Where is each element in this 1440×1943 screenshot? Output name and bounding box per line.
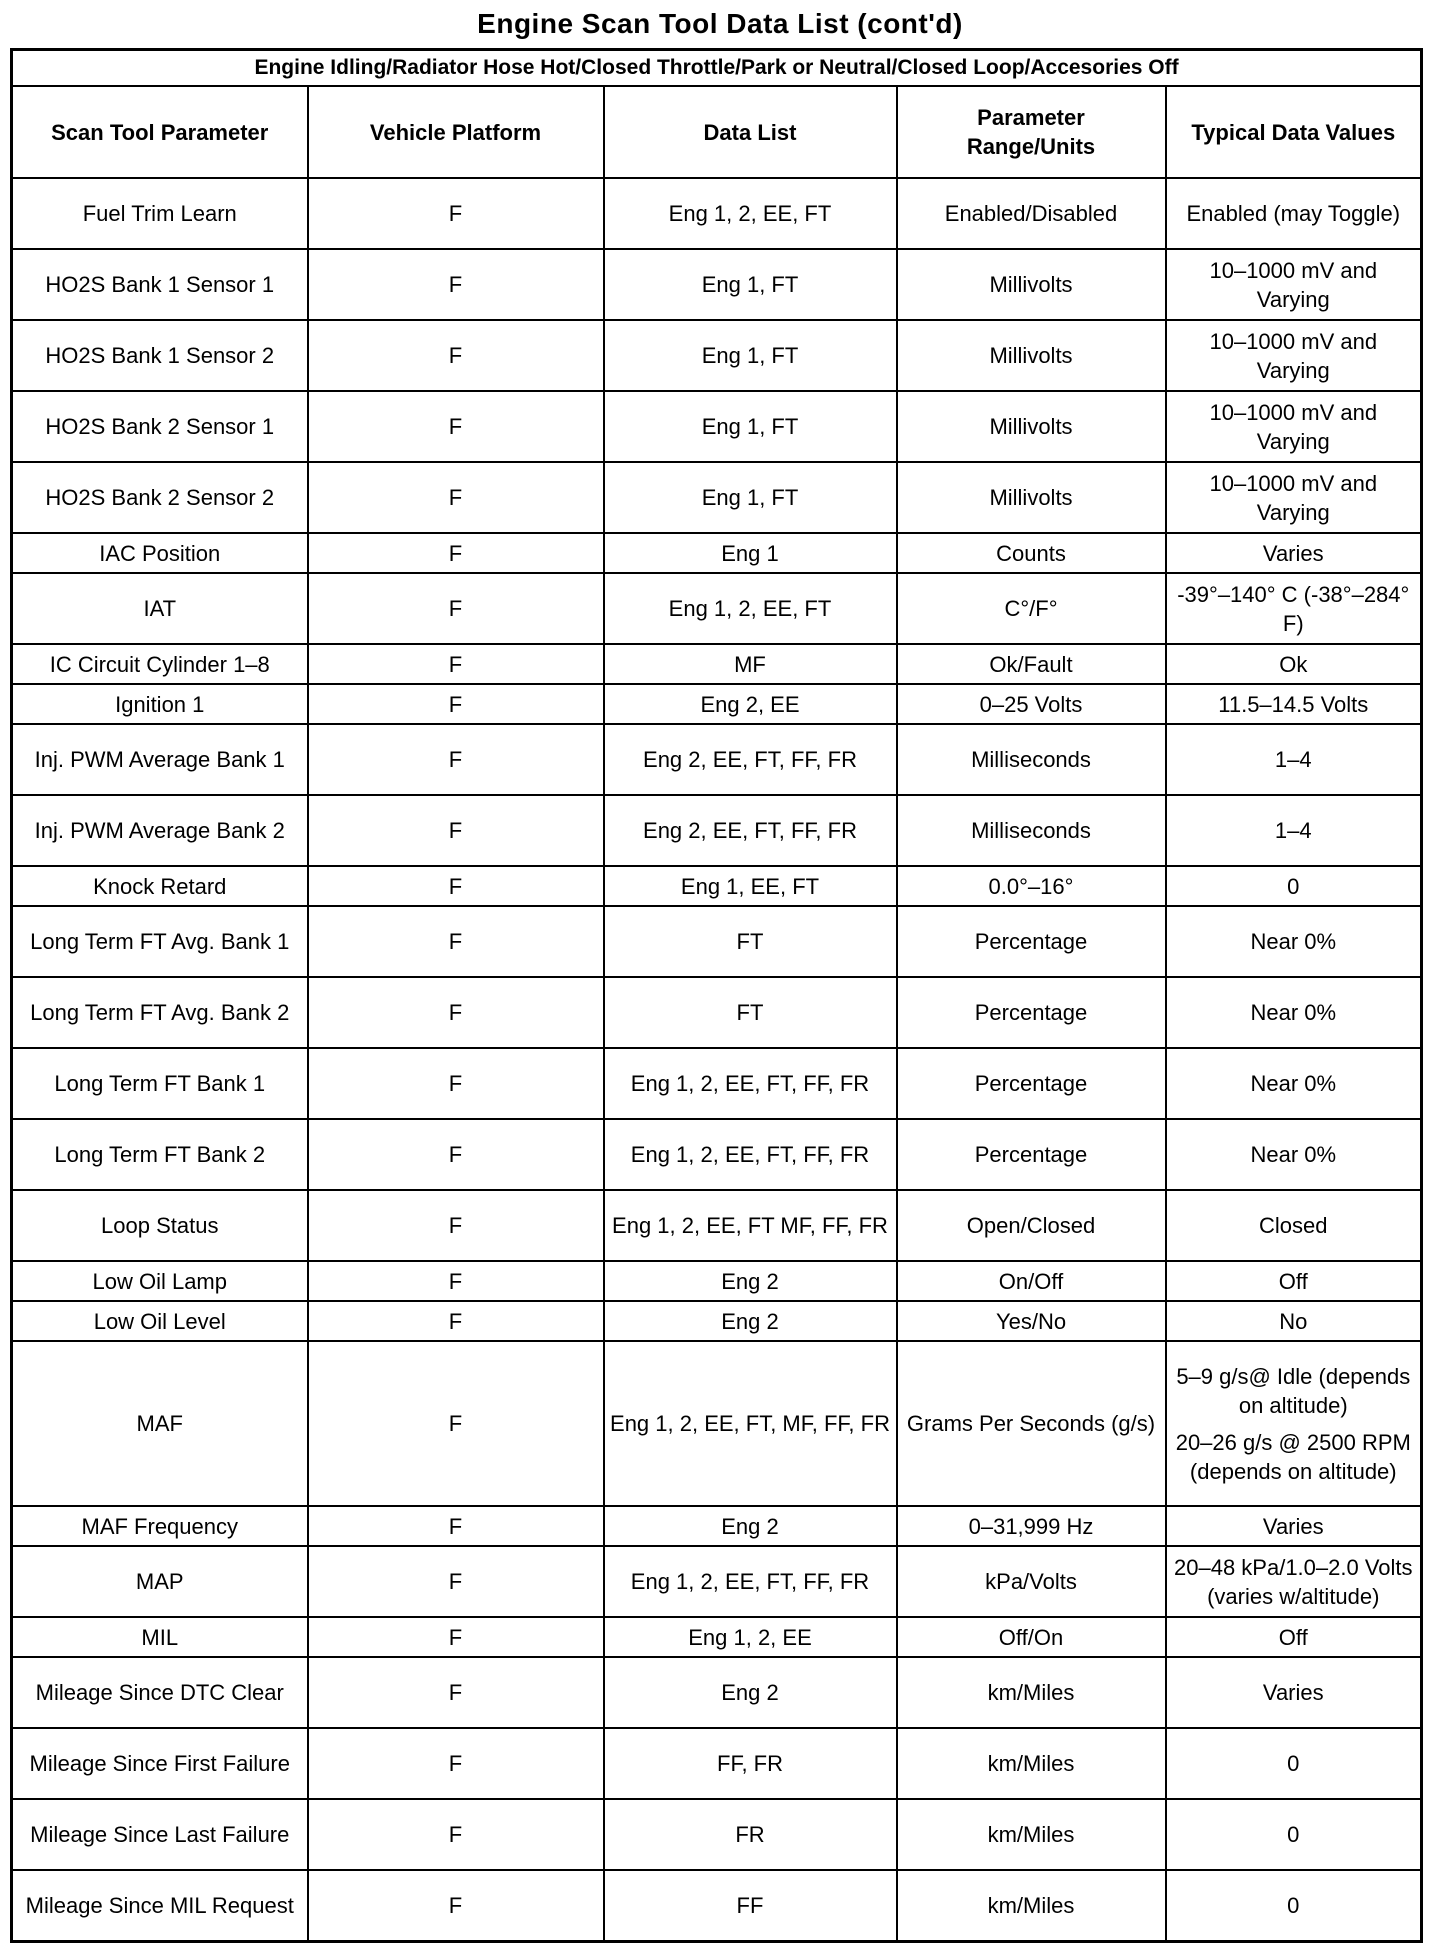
cell-platform: F xyxy=(308,1341,604,1506)
cell-data-list: Eng 1, 2, EE, FT, FF, FR xyxy=(604,1546,897,1617)
cell-data-list: FF xyxy=(604,1870,897,1941)
cell-parameter: Low Oil Lamp xyxy=(12,1261,308,1301)
cell-typical: Off xyxy=(1166,1617,1422,1657)
cell-platform: F xyxy=(308,391,604,462)
cell-platform: F xyxy=(308,1119,604,1190)
cell-parameter: Fuel Trim Learn xyxy=(12,178,308,249)
cell-data-list: Eng 1, 2, EE xyxy=(604,1617,897,1657)
cell-parameter: HO2S Bank 1 Sensor 1 xyxy=(12,249,308,320)
cell-typical: 1–4 xyxy=(1166,724,1422,795)
table-row xyxy=(12,1190,1422,1261)
table-row xyxy=(12,795,1422,866)
cell-parameter: IC Circuit Cylinder 1–8 xyxy=(12,644,308,684)
table-row xyxy=(12,178,1422,249)
table-row xyxy=(12,249,1422,320)
typical-value-line: 20–26 g/s @ 2500 RPM (depends on altitude) xyxy=(1175,1429,1411,1484)
cell-parameter: Knock Retard xyxy=(12,866,308,906)
cell-typical: 10–1000 mV and Varying xyxy=(1166,391,1422,462)
table-row xyxy=(12,906,1422,977)
cell-range: Enabled/Disabled xyxy=(897,178,1166,249)
cell-data-list: Eng 1, FT xyxy=(604,462,897,533)
table-row xyxy=(12,1261,1422,1301)
cell-range: Yes/No xyxy=(897,1301,1166,1341)
cell-range: Millivolts xyxy=(897,320,1166,391)
cell-data-list: FT xyxy=(604,906,897,977)
cell-parameter: Inj. PWM Average Bank 1 xyxy=(12,724,308,795)
cell-range: km/Miles xyxy=(897,1799,1166,1870)
cell-range: Millivolts xyxy=(897,249,1166,320)
cell-range: Ok/Fault xyxy=(897,644,1166,684)
cell-typical: 0 xyxy=(1166,1870,1422,1941)
cell-parameter: Low Oil Level xyxy=(12,1301,308,1341)
column-header-range: Parameter Range/Units xyxy=(897,86,1166,178)
table-row xyxy=(12,573,1422,644)
typical-value-line: 5–9 g/s@ Idle (depends on altitude) xyxy=(1176,1363,1411,1418)
cell-platform: F xyxy=(308,1799,604,1870)
cell-parameter: Long Term FT Avg. Bank 1 xyxy=(12,906,308,977)
cell-parameter: Mileage Since First Failure xyxy=(12,1728,308,1799)
cell-typical: Near 0% xyxy=(1166,906,1422,977)
cell-range: Percentage xyxy=(897,1048,1166,1119)
cell-platform: F xyxy=(308,866,604,906)
cell-typical: Ok xyxy=(1166,644,1422,684)
cell-parameter: HO2S Bank 2 Sensor 2 xyxy=(12,462,308,533)
cell-parameter: Ignition 1 xyxy=(12,684,308,724)
cell-range: Milliseconds xyxy=(897,724,1166,795)
table-row xyxy=(12,462,1422,533)
cell-data-list: FF, FR xyxy=(604,1728,897,1799)
table-row xyxy=(12,1617,1422,1657)
cell-typical: Off xyxy=(1166,1261,1422,1301)
cell-typical: Enabled (may Toggle) xyxy=(1166,178,1422,249)
cell-platform: F xyxy=(308,684,604,724)
cell-platform: F xyxy=(308,1617,604,1657)
cell-range: Percentage xyxy=(897,1119,1166,1190)
cell-platform: F xyxy=(308,644,604,684)
cell-data-list: Eng 1, 2, EE, FT xyxy=(604,573,897,644)
table-row xyxy=(12,391,1422,462)
cell-platform: F xyxy=(308,906,604,977)
cell-parameter: HO2S Bank 1 Sensor 2 xyxy=(12,320,308,391)
table-row xyxy=(12,320,1422,391)
table-row xyxy=(12,1506,1422,1546)
cell-range: Open/Closed xyxy=(897,1190,1166,1261)
cell-data-list: Eng 2, EE xyxy=(604,684,897,724)
cell-platform: F xyxy=(308,462,604,533)
cell-data-list: Eng 1, 2, EE, FT, FF, FR xyxy=(604,1119,897,1190)
cell-data-list: Eng 2, EE, FT, FF, FR xyxy=(604,724,897,795)
conditions-banner-row xyxy=(12,50,1422,87)
cell-platform: F xyxy=(308,1506,604,1546)
cell-data-list: Eng 1, 2, EE, FT xyxy=(604,178,897,249)
cell-platform: F xyxy=(308,1261,604,1301)
cell-parameter: MAF Frequency xyxy=(12,1506,308,1546)
cell-parameter: Long Term FT Bank 2 xyxy=(12,1119,308,1190)
cell-typical: No xyxy=(1166,1301,1422,1341)
cell-typical: Varies xyxy=(1166,533,1422,573)
cell-typical: 0 xyxy=(1166,866,1422,906)
cell-data-list: Eng 1, 2, EE, FT, MF, FF, FR xyxy=(604,1341,897,1506)
column-header-typical: Typical Data Values xyxy=(1166,86,1422,178)
cell-range: 0.0°–16° xyxy=(897,866,1166,906)
cell-range: 0–25 Volts xyxy=(897,684,1166,724)
table-row xyxy=(12,533,1422,573)
cell-typical: 20–48 kPa/1.0–2.0 Volts (varies w/altitude) xyxy=(1166,1546,1422,1617)
column-header-data-list: Data List xyxy=(604,86,897,178)
cell-platform: F xyxy=(308,1870,604,1941)
cell-data-list: Eng 1 xyxy=(604,533,897,573)
conditions-banner: Engine Idling/Radiator Hose Hot/Closed Throttle/Park or Neutral/Closed Loop/Accesories Off xyxy=(12,50,1422,87)
cell-typical: Closed xyxy=(1166,1190,1422,1261)
column-header-platform: Vehicle Platform xyxy=(308,86,604,178)
cell-range: Percentage xyxy=(897,977,1166,1048)
cell-parameter: MIL xyxy=(12,1617,308,1657)
cell-platform: F xyxy=(308,1190,604,1261)
cell-typical: 0 xyxy=(1166,1799,1422,1870)
table-row xyxy=(12,724,1422,795)
cell-typical: 1–4 xyxy=(1166,795,1422,866)
table-row xyxy=(12,1048,1422,1119)
cell-platform: F xyxy=(308,977,604,1048)
cell-data-list: MF xyxy=(604,644,897,684)
cell-parameter: Inj. PWM Average Bank 2 xyxy=(12,795,308,866)
cell-data-list: Eng 1, FT xyxy=(604,320,897,391)
cell-range: km/Miles xyxy=(897,1728,1166,1799)
cell-typical: -39°–140° C (-38°–284° F) xyxy=(1166,573,1422,644)
cell-platform: F xyxy=(308,1301,604,1341)
table-row xyxy=(12,1657,1422,1728)
cell-typical: 10–1000 mV and Varying xyxy=(1166,462,1422,533)
cell-parameter: Mileage Since MIL Request xyxy=(12,1870,308,1941)
cell-range: 0–31,999 Hz xyxy=(897,1506,1166,1546)
cell-range: Grams Per Seconds (g/s) xyxy=(897,1341,1166,1506)
table-body xyxy=(12,178,1422,1941)
cell-parameter: Loop Status xyxy=(12,1190,308,1261)
table-row xyxy=(12,1870,1422,1941)
cell-data-list: Eng 2 xyxy=(604,1261,897,1301)
cell-range: Counts xyxy=(897,533,1166,573)
table-row xyxy=(12,1546,1422,1617)
cell-platform: F xyxy=(308,1546,604,1617)
cell-data-list: FR xyxy=(604,1799,897,1870)
cell-data-list: Eng 1, 2, EE, FT MF, FF, FR xyxy=(604,1190,897,1261)
cell-platform: F xyxy=(308,1657,604,1728)
cell-range: On/Off xyxy=(897,1261,1166,1301)
column-header-parameter: Scan Tool Parameter xyxy=(12,86,308,178)
cell-platform: F xyxy=(308,249,604,320)
cell-data-list: Eng 2 xyxy=(604,1506,897,1546)
cell-parameter: MAF xyxy=(12,1341,308,1506)
cell-data-list: Eng 1, FT xyxy=(604,391,897,462)
cell-range: Millivolts xyxy=(897,462,1166,533)
cell-parameter: Long Term FT Avg. Bank 2 xyxy=(12,977,308,1048)
cell-platform: F xyxy=(308,573,604,644)
document-title: Engine Scan Tool Data List (cont'd) xyxy=(477,8,963,39)
cell-parameter: IAT xyxy=(12,573,308,644)
scan-tool-data-table xyxy=(10,48,1423,1943)
cell-range: kPa/Volts xyxy=(897,1546,1166,1617)
cell-range: Milliseconds xyxy=(897,795,1166,866)
table-row xyxy=(12,684,1422,724)
cell-parameter: Mileage Since Last Failure xyxy=(12,1799,308,1870)
cell-range: km/Miles xyxy=(897,1657,1166,1728)
cell-typical: Near 0% xyxy=(1166,977,1422,1048)
cell-typical: 11.5–14.5 Volts xyxy=(1166,684,1422,724)
cell-platform: F xyxy=(308,533,604,573)
cell-parameter: MAP xyxy=(12,1546,308,1617)
cell-range: Percentage xyxy=(897,906,1166,977)
cell-data-list: Eng 1, 2, EE, FT, FF, FR xyxy=(604,1048,897,1119)
cell-platform: F xyxy=(308,178,604,249)
cell-range: Off/On xyxy=(897,1617,1166,1657)
cell-typical xyxy=(1166,1341,1422,1506)
cell-data-list: Eng 2 xyxy=(604,1301,897,1341)
table-row xyxy=(12,1799,1422,1870)
cell-typical: 0 xyxy=(1166,1728,1422,1799)
cell-range: Millivolts xyxy=(897,391,1166,462)
table-row xyxy=(12,977,1422,1048)
column-header-row xyxy=(12,86,1422,178)
table-row xyxy=(12,1119,1422,1190)
cell-data-list: Eng 2 xyxy=(604,1657,897,1728)
cell-platform: F xyxy=(308,1048,604,1119)
cell-platform: F xyxy=(308,795,604,866)
cell-parameter: Mileage Since DTC Clear xyxy=(12,1657,308,1728)
cell-data-list: Eng 1, EE, FT xyxy=(604,866,897,906)
cell-data-list: Eng 2, EE, FT, FF, FR xyxy=(604,795,897,866)
cell-typical: Near 0% xyxy=(1166,1048,1422,1119)
table-row xyxy=(12,644,1422,684)
cell-platform: F xyxy=(308,724,604,795)
table-row xyxy=(12,1341,1422,1506)
cell-platform: F xyxy=(308,320,604,391)
cell-parameter: IAC Position xyxy=(12,533,308,573)
cell-parameter: Long Term FT Bank 1 xyxy=(12,1048,308,1119)
table-row xyxy=(12,1728,1422,1799)
cell-data-list: FT xyxy=(604,977,897,1048)
table-row xyxy=(12,1301,1422,1341)
table-row xyxy=(12,866,1422,906)
cell-platform: F xyxy=(308,1728,604,1799)
cell-typical: 10–1000 mV and Varying xyxy=(1166,320,1422,391)
cell-typical: Near 0% xyxy=(1166,1119,1422,1190)
cell-data-list: Eng 1, FT xyxy=(604,249,897,320)
cell-typical: Varies xyxy=(1166,1506,1422,1546)
cell-range: km/Miles xyxy=(897,1870,1166,1941)
cell-range: C°/F° xyxy=(897,573,1166,644)
cell-typical: Varies xyxy=(1166,1657,1422,1728)
cell-parameter: HO2S Bank 2 Sensor 1 xyxy=(12,391,308,462)
cell-typical: 10–1000 mV and Varying xyxy=(1166,249,1422,320)
